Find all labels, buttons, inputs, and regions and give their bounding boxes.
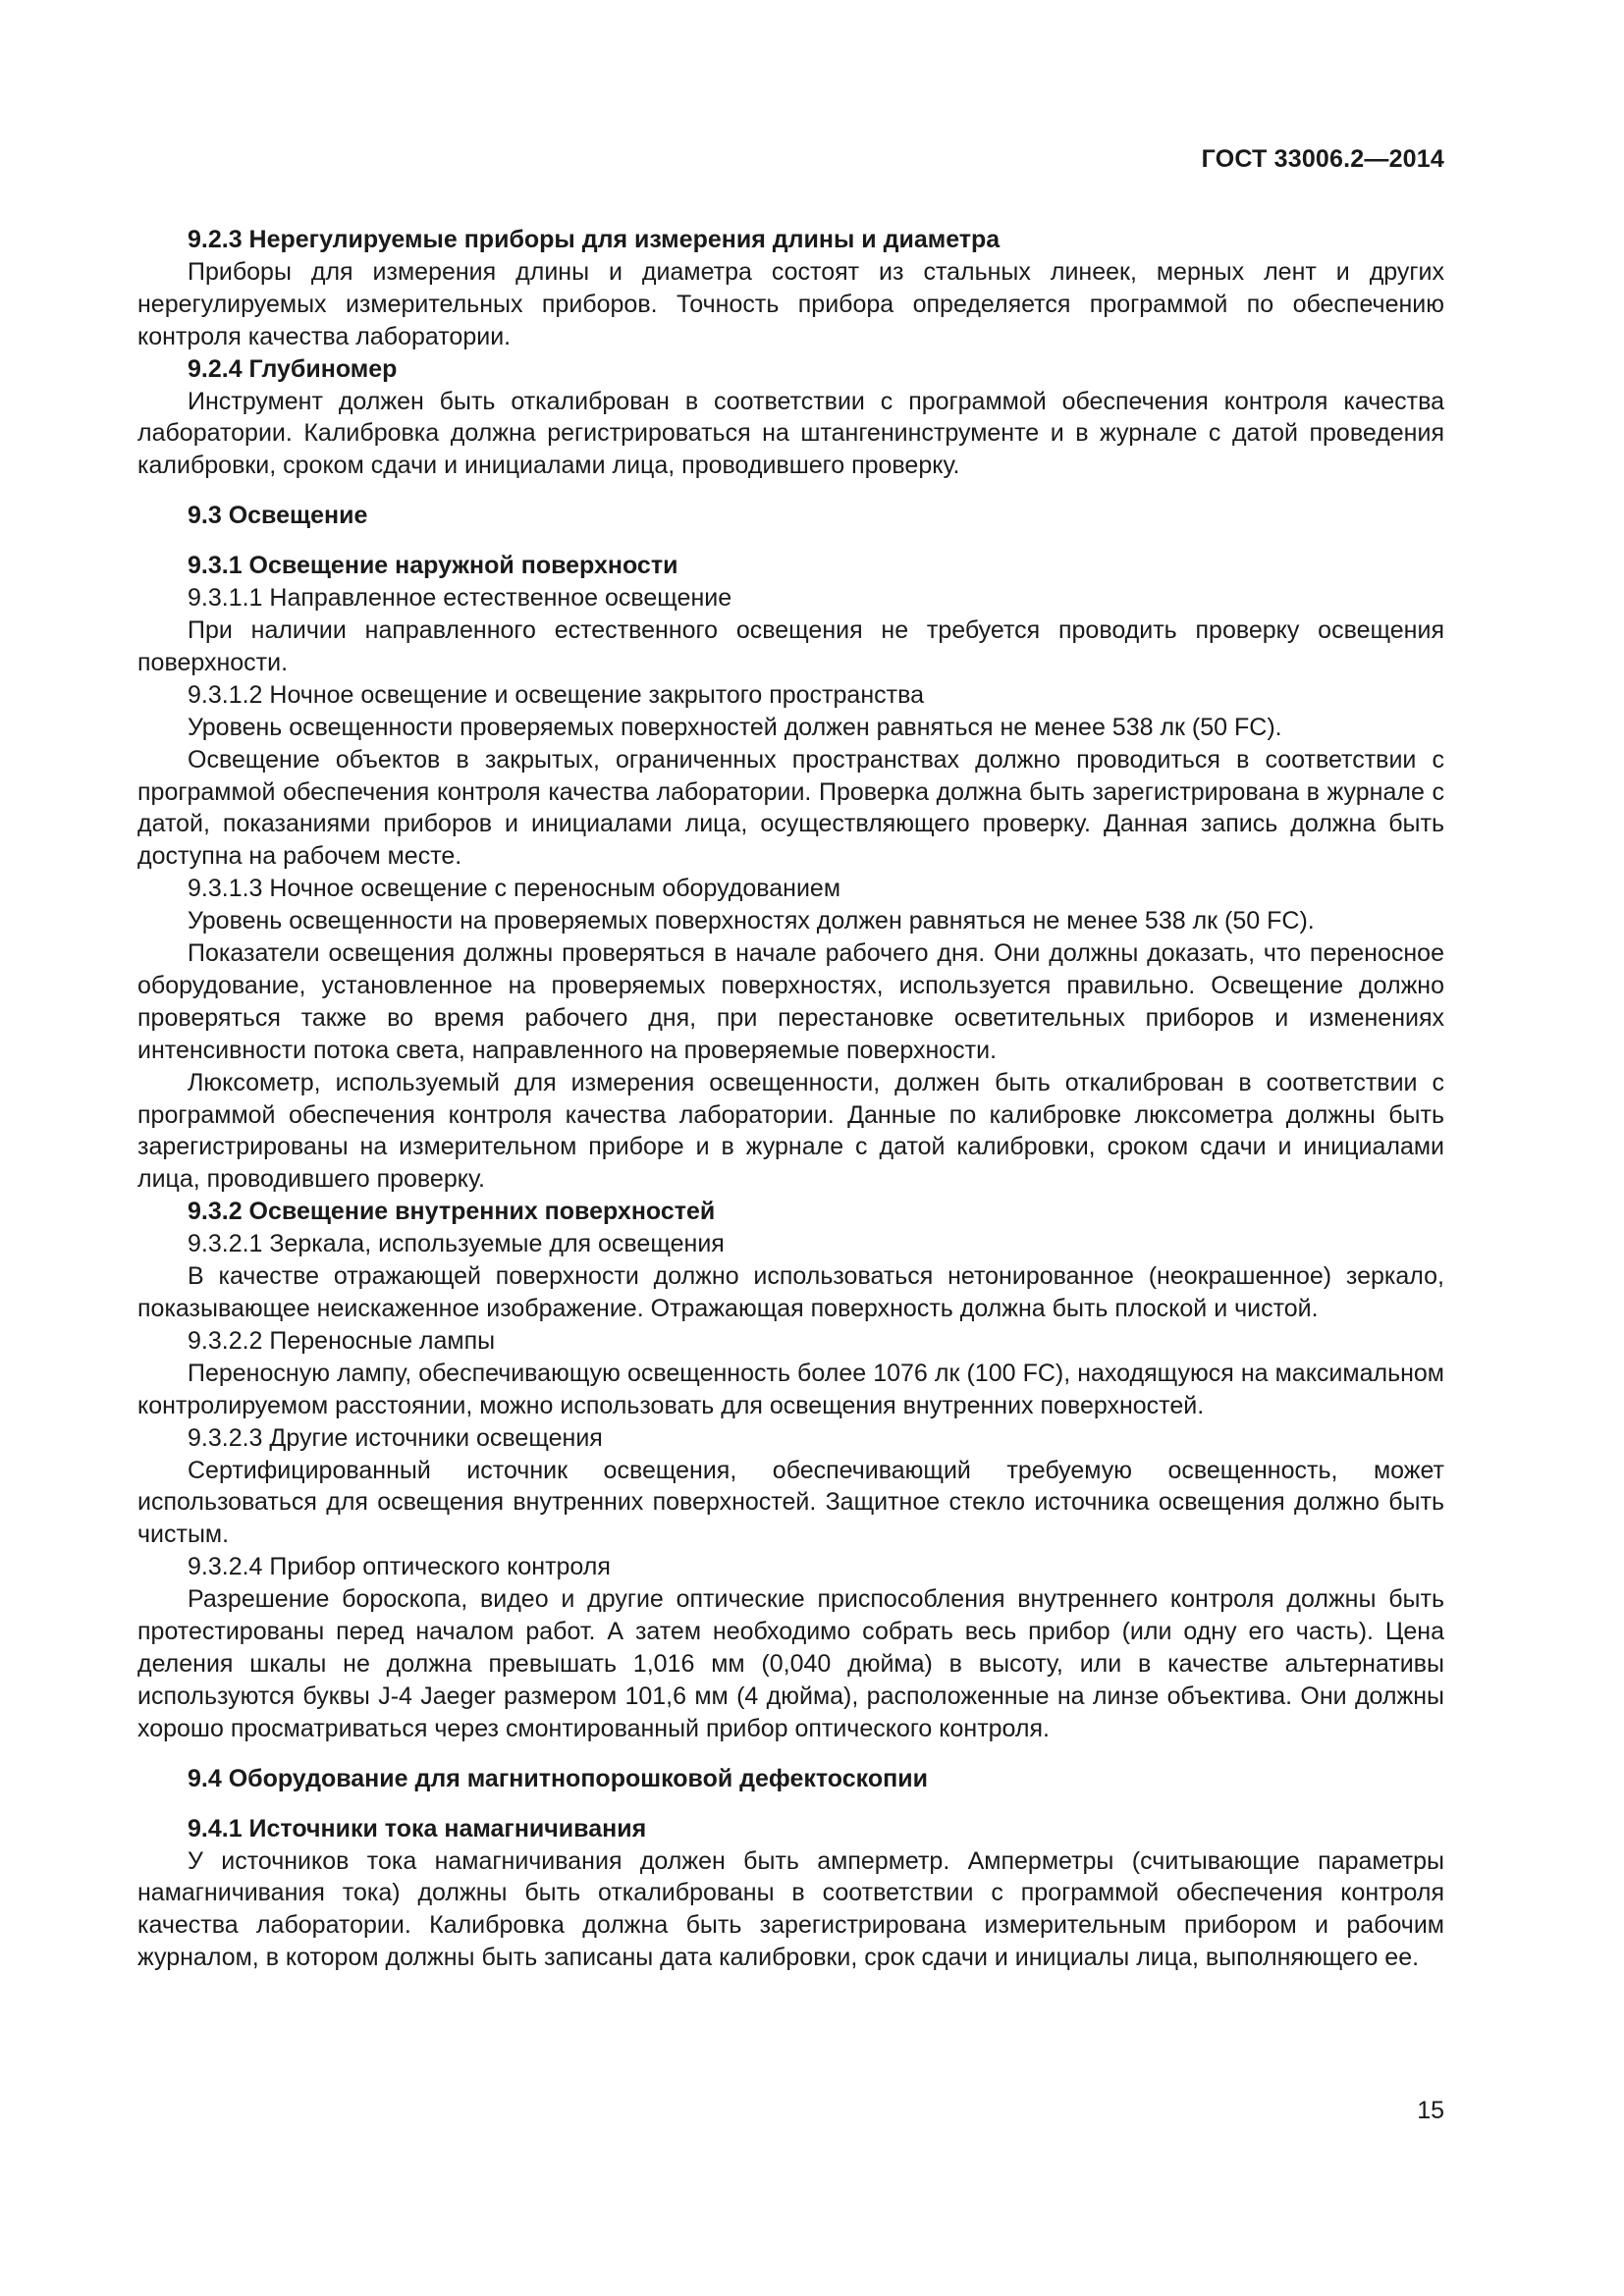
paragraph: Приборы для измерения длины и диаметра состоят из стальных линеек, мерных лент и других нерегулируемых измерительных приборов. Точность прибора определяется программой по обеспечению контроля качества лаборатории. [137, 257, 1444, 350]
clause-title-9-3-2-2: 9.3.2.2 Переносные лампы [188, 1326, 496, 1355]
clause-title-9-3-2-3: 9.3.2.3 Другие источники освещения [188, 1423, 603, 1452]
subsection-heading-9-2-3: 9.2.3 Нерегулируемые приборы для измерения длины и диаметра [188, 226, 1001, 253]
paragraph: Сертифицированный источник освещения, обеспечивающий требуемую освещенность, может использоваться для освещения внутренних поверхностей. Защитное стекло источника освещения должно быть чистым. [137, 1456, 1444, 1549]
clause-title-9-3-1-3: 9.3.1.3 Ночное освещение с переносным оборудованием [188, 875, 841, 903]
page-number: 15 [1417, 2097, 1444, 2124]
paragraph: Инструмент должен быть откалиброван в соответствии с программой обеспечения контроля качества лаборатории. Калибровка должна регистрироваться на штангенинструменте и в журнале с датой проведения калибровки, сроком сдачи и инициалами лица, проводившего проверку. [137, 387, 1444, 480]
paragraph: Переносную лампу, обеспечивающую освещенность более 1076 лк (100 FC), находящуюся на максимальном контролируемом расстоянии, можно использовать для освещения внутренних поверхностей. [137, 1359, 1444, 1419]
subsection-heading-9-3-2: 9.3.2 Освещение внутренних поверхностей [188, 1198, 716, 1226]
page-content [137, 224, 1444, 1974]
section-heading-9-4: 9.4 Оборудование для магнитнопорошковой дефектоскопии [188, 1764, 928, 1792]
page-header-standard-id: ГОСТ 33006.2—2014 [1201, 145, 1444, 173]
paragraph: Уровень освещенности на проверяемых поверхностях должен равняться не менее 538 лк (50 FC). [188, 907, 1315, 935]
paragraph: У источников тока намагничивания должен быть амперметр. Амперметры (считывающие параметры намагничивания тока) должны быть откалиброваны в соответствии с программой обеспечения контроля качества лаборатории. Калибровка должна быть зарегистрирована измерительным прибором и рабочим журналом, в котором должны быть записаны дата калибровки, срок сдачи и инициалы лица, выполняющего ее. [137, 1846, 1444, 1972]
paragraph: В качестве отражающей поверхности должно использоваться нетонированное (неокрашенное) зеркало, показывающее неискаженное изображение. Отражающая поверхность должна быть плоской и чистой. [137, 1262, 1444, 1322]
section-heading-9-3: 9.3 Освещение [188, 502, 368, 530]
paragraph: При наличии направленного естественного освещения не требуется проводить проверку освещения поверхности. [137, 615, 1444, 676]
subsection-heading-9-2-4: 9.2.4 Глубиномер [188, 354, 398, 383]
paragraph: Люксометр, используемый для измерения освещенности, должен быть откалиброван в соответствии с программой обеспечения контроля качества лаборатории. Данные по калибровке люксометра должны быть зарегистрированы на измерительном приборе и в журнале с датой калибровки, сроком сдачи и инициалами лица, проводившего проверку. [137, 1068, 1444, 1194]
paragraph: Освещение объектов в закрытых, ограниченных пространствах должно проводиться в соответствии с программой обеспечения контроля качества лаборатории. Проверка должна быть зарегистрирована в журнале с датой, показаниями приборов и инициалами лица, осуществляющего проверку. Данная запись должна быть доступна на рабочем месте. [137, 745, 1444, 871]
subsection-heading-9-4-1: 9.4.1 Источники тока намагничивания [188, 1814, 647, 1842]
clause-title-9-3-2-1: 9.3.2.1 Зеркала, используемые для освещения [188, 1230, 725, 1258]
paragraph: Разрешение бороскопа, видео и другие оптические приспособления внутреннего контроля должны быть протестированы перед началом работ. А затем необходимо собрать весь прибор (или одну его часть). Цена деления шкалы не должна превышать 1,016 мм (0,040 дюйма) в высоту, или в качестве альтернативы используются буквы J-4 Jaeger размером 101,6 мм (4 дюйма), расположенные на линзе объектива. Они должны хорошо просматриваться через смонтированный прибор оптического контроля. [137, 1585, 1444, 1742]
paragraph: Показатели освещения должны проверяться в начале рабочего дня. Они должны доказать, что переносное оборудование, установленное на проверяемых поверхностях, используется правильно. Освещение должно проверяться также во время рабочего дня, при перестановке осветительных приборов и изменениях интенсивности потока света, направленного на проверяемые поверхности. [137, 939, 1444, 1064]
clause-title-9-3-1-1: 9.3.1.1 Направленное естественное освещение [188, 584, 732, 613]
clause-title-9-3-1-2: 9.3.1.2 Ночное освещение и освещение закрытого пространства [188, 680, 924, 709]
subsection-heading-9-3-1: 9.3.1 Освещение наружной поверхности [188, 552, 678, 580]
clause-title-9-3-2-4: 9.3.2.4 Прибор оптического контроля [188, 1553, 611, 1581]
paragraph: Уровень освещенности проверяемых поверхностей должен равняться не менее 538 лк (50 FC). [188, 713, 1282, 741]
